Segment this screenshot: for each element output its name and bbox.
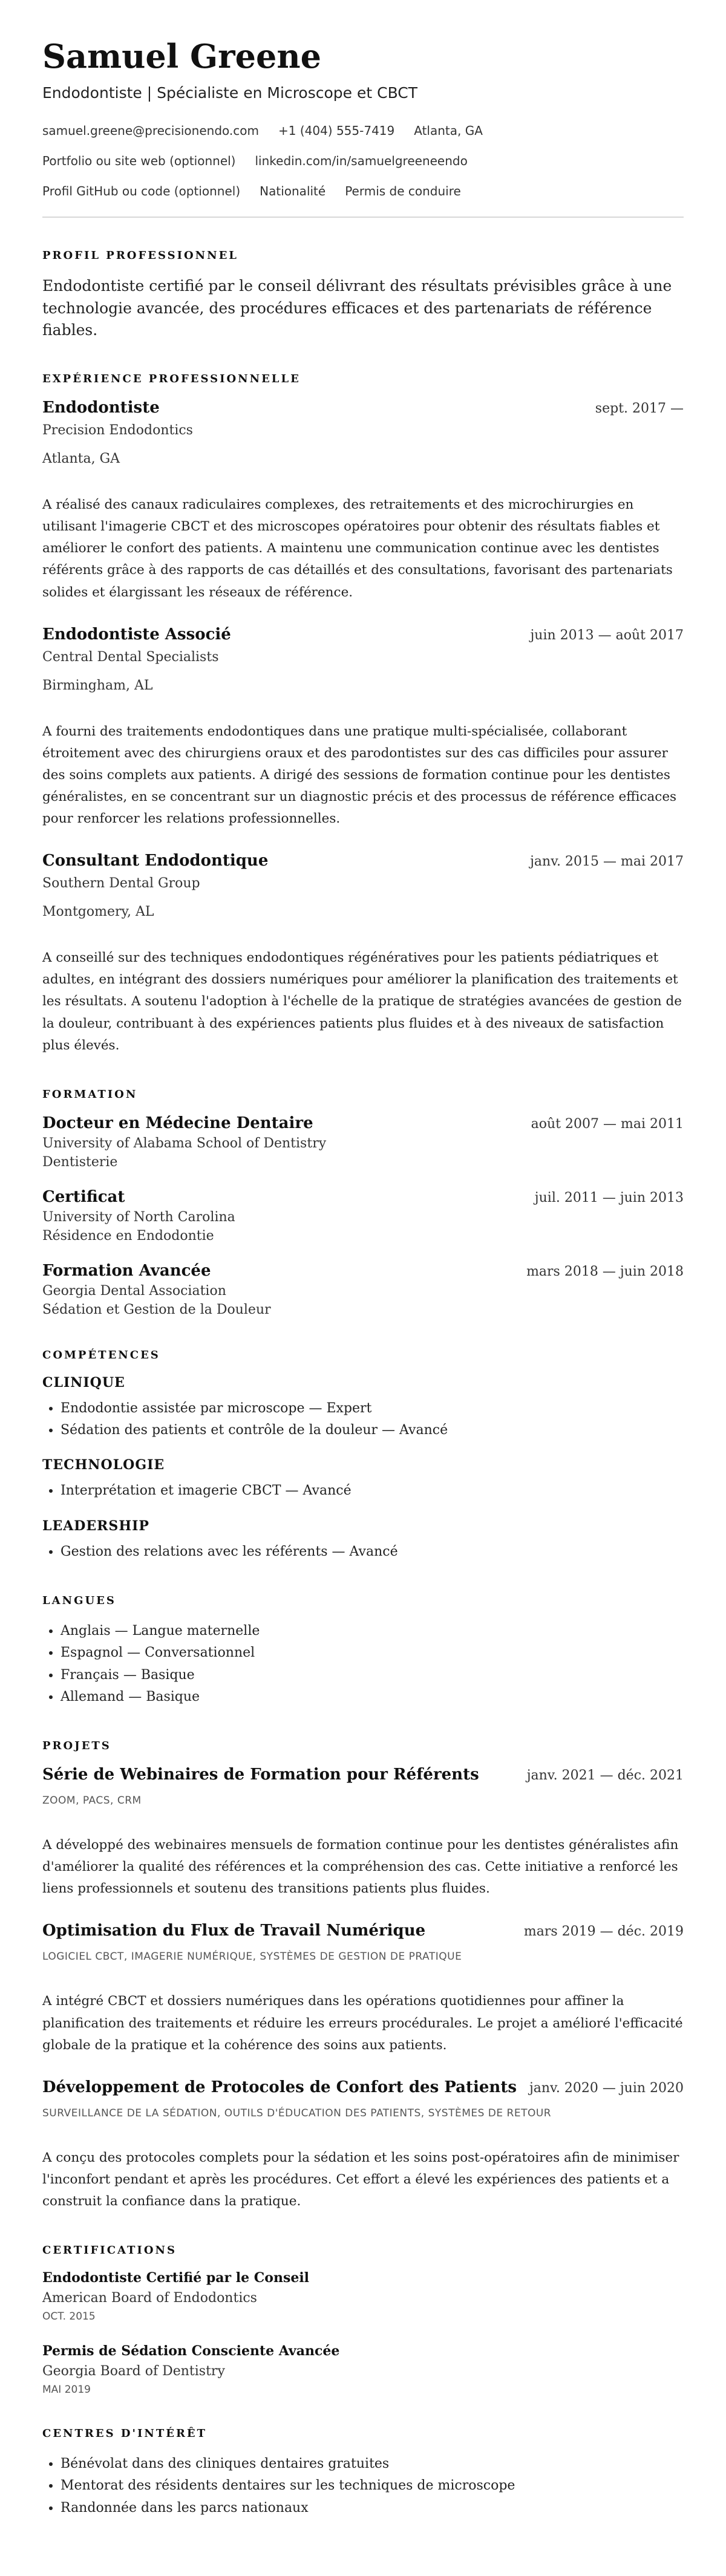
field-of-study: Résidence en Endodontie (42, 1228, 214, 1244)
skill-item: • Interprétation et imagerie CBCT — Avancé (60, 1480, 684, 1502)
certification-date: OCT. 2015 (42, 2310, 96, 2323)
project-technologies: ZOOM, PACS, CRM (42, 1795, 142, 1807)
language-item: • Espagnol — Conversationnel (60, 1642, 684, 1664)
job-employer: Southern Dental Group (42, 876, 200, 892)
education-entry (42, 1188, 684, 1244)
projects-section (42, 1740, 684, 2212)
resume-header (42, 39, 684, 198)
project-technologies: SURVEILLANCE DE LA SÉDATION, OUTILS D'ÉDUCATION DES PATIENTS, SYSTÈMES DE RETOUR (42, 2107, 552, 2119)
job-title: Consultant Endodontique (42, 852, 269, 870)
job-dates: sept. 2017 — (595, 401, 684, 417)
job-title: Endodontiste (42, 399, 160, 417)
skill-item: • Sédation des patients et contrôle de la douleur — Avancé (60, 1420, 684, 1441)
job-location: Birmingham, AL (42, 677, 153, 693)
job-dates: janv. 2015 — mai 2017 (530, 854, 684, 870)
experience-entry (42, 625, 684, 830)
skill-item: • Endodontie assistée par microscope — Expert (60, 1398, 684, 1420)
candidate-headline: Endodontiste | Spécialiste en Microscope et CBCT (42, 84, 418, 102)
job-location: Atlanta, GA (42, 451, 120, 467)
summary-text: Endodontiste certifié par le conseil délivrant des résultats prévisibles grâce à une technologie avancée, des procédures efficaces et des partenariats de référence fiables. (42, 277, 672, 339)
interests-title: CENTRES D'INTÉRÊT (42, 2427, 208, 2441)
certification-name: Endodontiste Certifié par le Conseil (42, 2270, 310, 2286)
header-divider (42, 217, 684, 218)
job-employer: Central Dental Specialists (42, 649, 219, 665)
degree-title: Certificat (42, 1187, 125, 1206)
skill-group (42, 1457, 684, 1502)
project-entry (42, 1922, 684, 2056)
school-name: University of Alabama School of Dentistry (42, 1135, 327, 1151)
skill-group (42, 1518, 684, 1563)
skill-item: • Gestion des relations avec les référents — Avancé (60, 1541, 684, 1563)
project-description: A développé des webinaires mensuels de formation continue pour les dentistes généralistes afin d'améliorer la qualité des références et la compréhension des cas. Cette initiative a renforcé les liens professionnels et soutenu des transitions patients plus fluides. (42, 1837, 679, 1897)
contact-location: Atlanta, GA (414, 123, 483, 139)
certification-name: Permis de Sédation Consciente Avancée (42, 2343, 340, 2359)
job-employer: Precision Endodontics (42, 423, 193, 439)
project-dates: janv. 2021 — déc. 2021 (526, 1768, 684, 1784)
education-entry (42, 1114, 684, 1170)
skill-group-title: CLINIQUE (42, 1374, 125, 1391)
degree-title: Docteur en Médecine Dentaire (42, 1114, 313, 1132)
interest-item: • Mentorat des résidents dentaires sur les techniques de microscope (60, 2475, 684, 2497)
field-of-study: Sédation et Gestion de la Douleur (42, 1302, 271, 1317)
contact-linkedin[interactable]: linkedin.com/in/samuelgreeneendo (255, 154, 468, 169)
experience-section (42, 373, 684, 1057)
project-name: Optimisation du Flux de Travail Numérique (42, 1922, 426, 1940)
skill-group-title: LEADERSHIP (42, 1518, 149, 1534)
school-name: Georgia Dental Association (42, 1283, 226, 1299)
interest-item: • Bénévolat dans des cliniques dentaires gratuites (60, 2453, 684, 2475)
education-entry (42, 1262, 684, 1317)
interest-item: • Randonnée dans les parcs nationaux (60, 2497, 684, 2519)
degree-title: Formation Avancée (42, 1261, 211, 1280)
projects-title: PROJETS (42, 1740, 111, 1753)
contact-portfolio[interactable]: Portfolio ou site web (optionnel) (42, 154, 236, 169)
certification-entry (42, 2270, 684, 2323)
languages-title: LANGUES (42, 1594, 116, 1607)
job-title: Endodontiste Associé (42, 625, 231, 644)
job-description: A conseillé sur des techniques endodontiques régénératives pour les patients pédiatriques et adultes, en intégrant des dossiers numériques pour améliorer la planification des traitements et les résultats. A soutenu l'adoption à l'échelle de la pratique de stratégies avancées de gestion de la douleur, contribuant à des expériences patients plus fluides et à des niveaux de satisfaction plus élevés. (42, 950, 682, 1053)
experience-title: EXPÉRIENCE PROFESSIONNELLE (42, 373, 301, 386)
degree-dates: mars 2018 — juin 2018 (526, 1264, 684, 1279)
languages-section (42, 1594, 684, 1708)
project-name: Développement de Protocoles de Confort des Patients (42, 2078, 517, 2096)
skill-group (42, 1375, 684, 1442)
project-dates: janv. 2020 — juin 2020 (529, 2080, 684, 2096)
contact-github[interactable]: Profil GitHub ou code (optionnel) (42, 184, 241, 199)
job-location: Montgomery, AL (42, 904, 154, 920)
education-section (42, 1088, 684, 1317)
skills-section (42, 1349, 684, 1563)
education-title: FORMATION (42, 1087, 138, 1101)
certification-entry (42, 2343, 684, 2396)
field-of-study: Dentisterie (42, 1154, 118, 1170)
project-technologies: LOGICIEL CBCT, IMAGERIE NUMÉRIQUE, SYSTÈMES DE GESTION DE PRATIQUE (42, 1951, 462, 1963)
job-description: A réalisé des canaux radiculaires complexes, des retraitements et des microchirurgies en utilisant l'imagerie CBCT et des microscopes opératoires pour obtenir des résultats fiables et améliorer le confort des patients. A maintenu une communication continue avec les dentistes référents grâce à des rapports de cas détaillés et des consultations, favorisant des partenariats solides et élargissant les réseaux de référence. (42, 497, 673, 600)
skills-title: COMPÉTENCES (42, 1348, 160, 1361)
experience-entry (42, 399, 684, 604)
language-item: • Anglais — Langue maternelle (60, 1620, 684, 1642)
certification-issuer: American Board of Endodontics (42, 2291, 257, 2306)
language-item: • Allemand — Basique (60, 1686, 684, 1708)
experience-entry (42, 852, 684, 1057)
project-entry (42, 1766, 684, 1900)
school-name: University of North Carolina (42, 1209, 235, 1225)
candidate-name: Samuel Greene (42, 37, 321, 76)
job-description: A fourni des traitements endodontiques dans une pratique multi-spécialisée, collaborant étroitement avec des chirurgiens oraux et des parodontistes sur des cas difficiles pour assurer des soins complets aux patients. A dirigé des sessions de formation continue pour les dentistes généralistes, en se concentrant sur un diagnostic précis et des processus de référence efficaces pour renforcer les relations professionnelles. (42, 723, 677, 827)
project-description: A intégré CBCT et dossiers numériques dans les opérations quotidiennes pour affiner la planification des traitements et réduire les erreurs procédurales. Le projet a amélioré l'efficacité globale de la pratique et la cohérence des soins aux patients. (42, 1994, 683, 2053)
contact-row-1 (42, 123, 684, 138)
job-dates: juin 2013 — août 2017 (530, 627, 684, 643)
certifications-section (42, 2244, 684, 2396)
certifications-title: CERTIFICATIONS (42, 2244, 177, 2257)
summary-title: PROFIL PROFESSIONNEL (42, 249, 238, 262)
contact-email[interactable]: samuel.greene@precisionendo.com (42, 123, 259, 139)
summary-section (42, 249, 684, 341)
project-name: Série de Webinaires de Formation pour Référents (42, 1766, 479, 1784)
degree-dates: juil. 2011 — juin 2013 (534, 1190, 684, 1205)
project-dates: mars 2019 — déc. 2019 (523, 1924, 684, 1940)
project-description: A conçu des protocoles complets pour la sédation et les soins post-opératoires afin de minimiser l'inconfort pendant et après les procédures. Cet effort a élevé les expériences des patients et a construit la confiance dans la pratique. (42, 2150, 679, 2209)
contact-phone[interactable]: +1 (404) 555-7419 (278, 123, 395, 139)
degree-dates: août 2007 — mai 2011 (531, 1116, 684, 1132)
language-item: • Français — Basique (60, 1665, 684, 1686)
interests-section (42, 2427, 684, 2519)
project-entry (42, 2078, 684, 2212)
certification-issuer: Georgia Board of Dentistry (42, 2364, 225, 2379)
contact-row-3 (42, 184, 684, 198)
skill-group-title: TECHNOLOGIE (42, 1457, 165, 1473)
contact-nationality: Nationalité (260, 184, 326, 199)
contact-license: Permis de conduire (345, 184, 461, 199)
contact-row-2 (42, 154, 684, 168)
certification-date: MAI 2019 (42, 2384, 91, 2396)
